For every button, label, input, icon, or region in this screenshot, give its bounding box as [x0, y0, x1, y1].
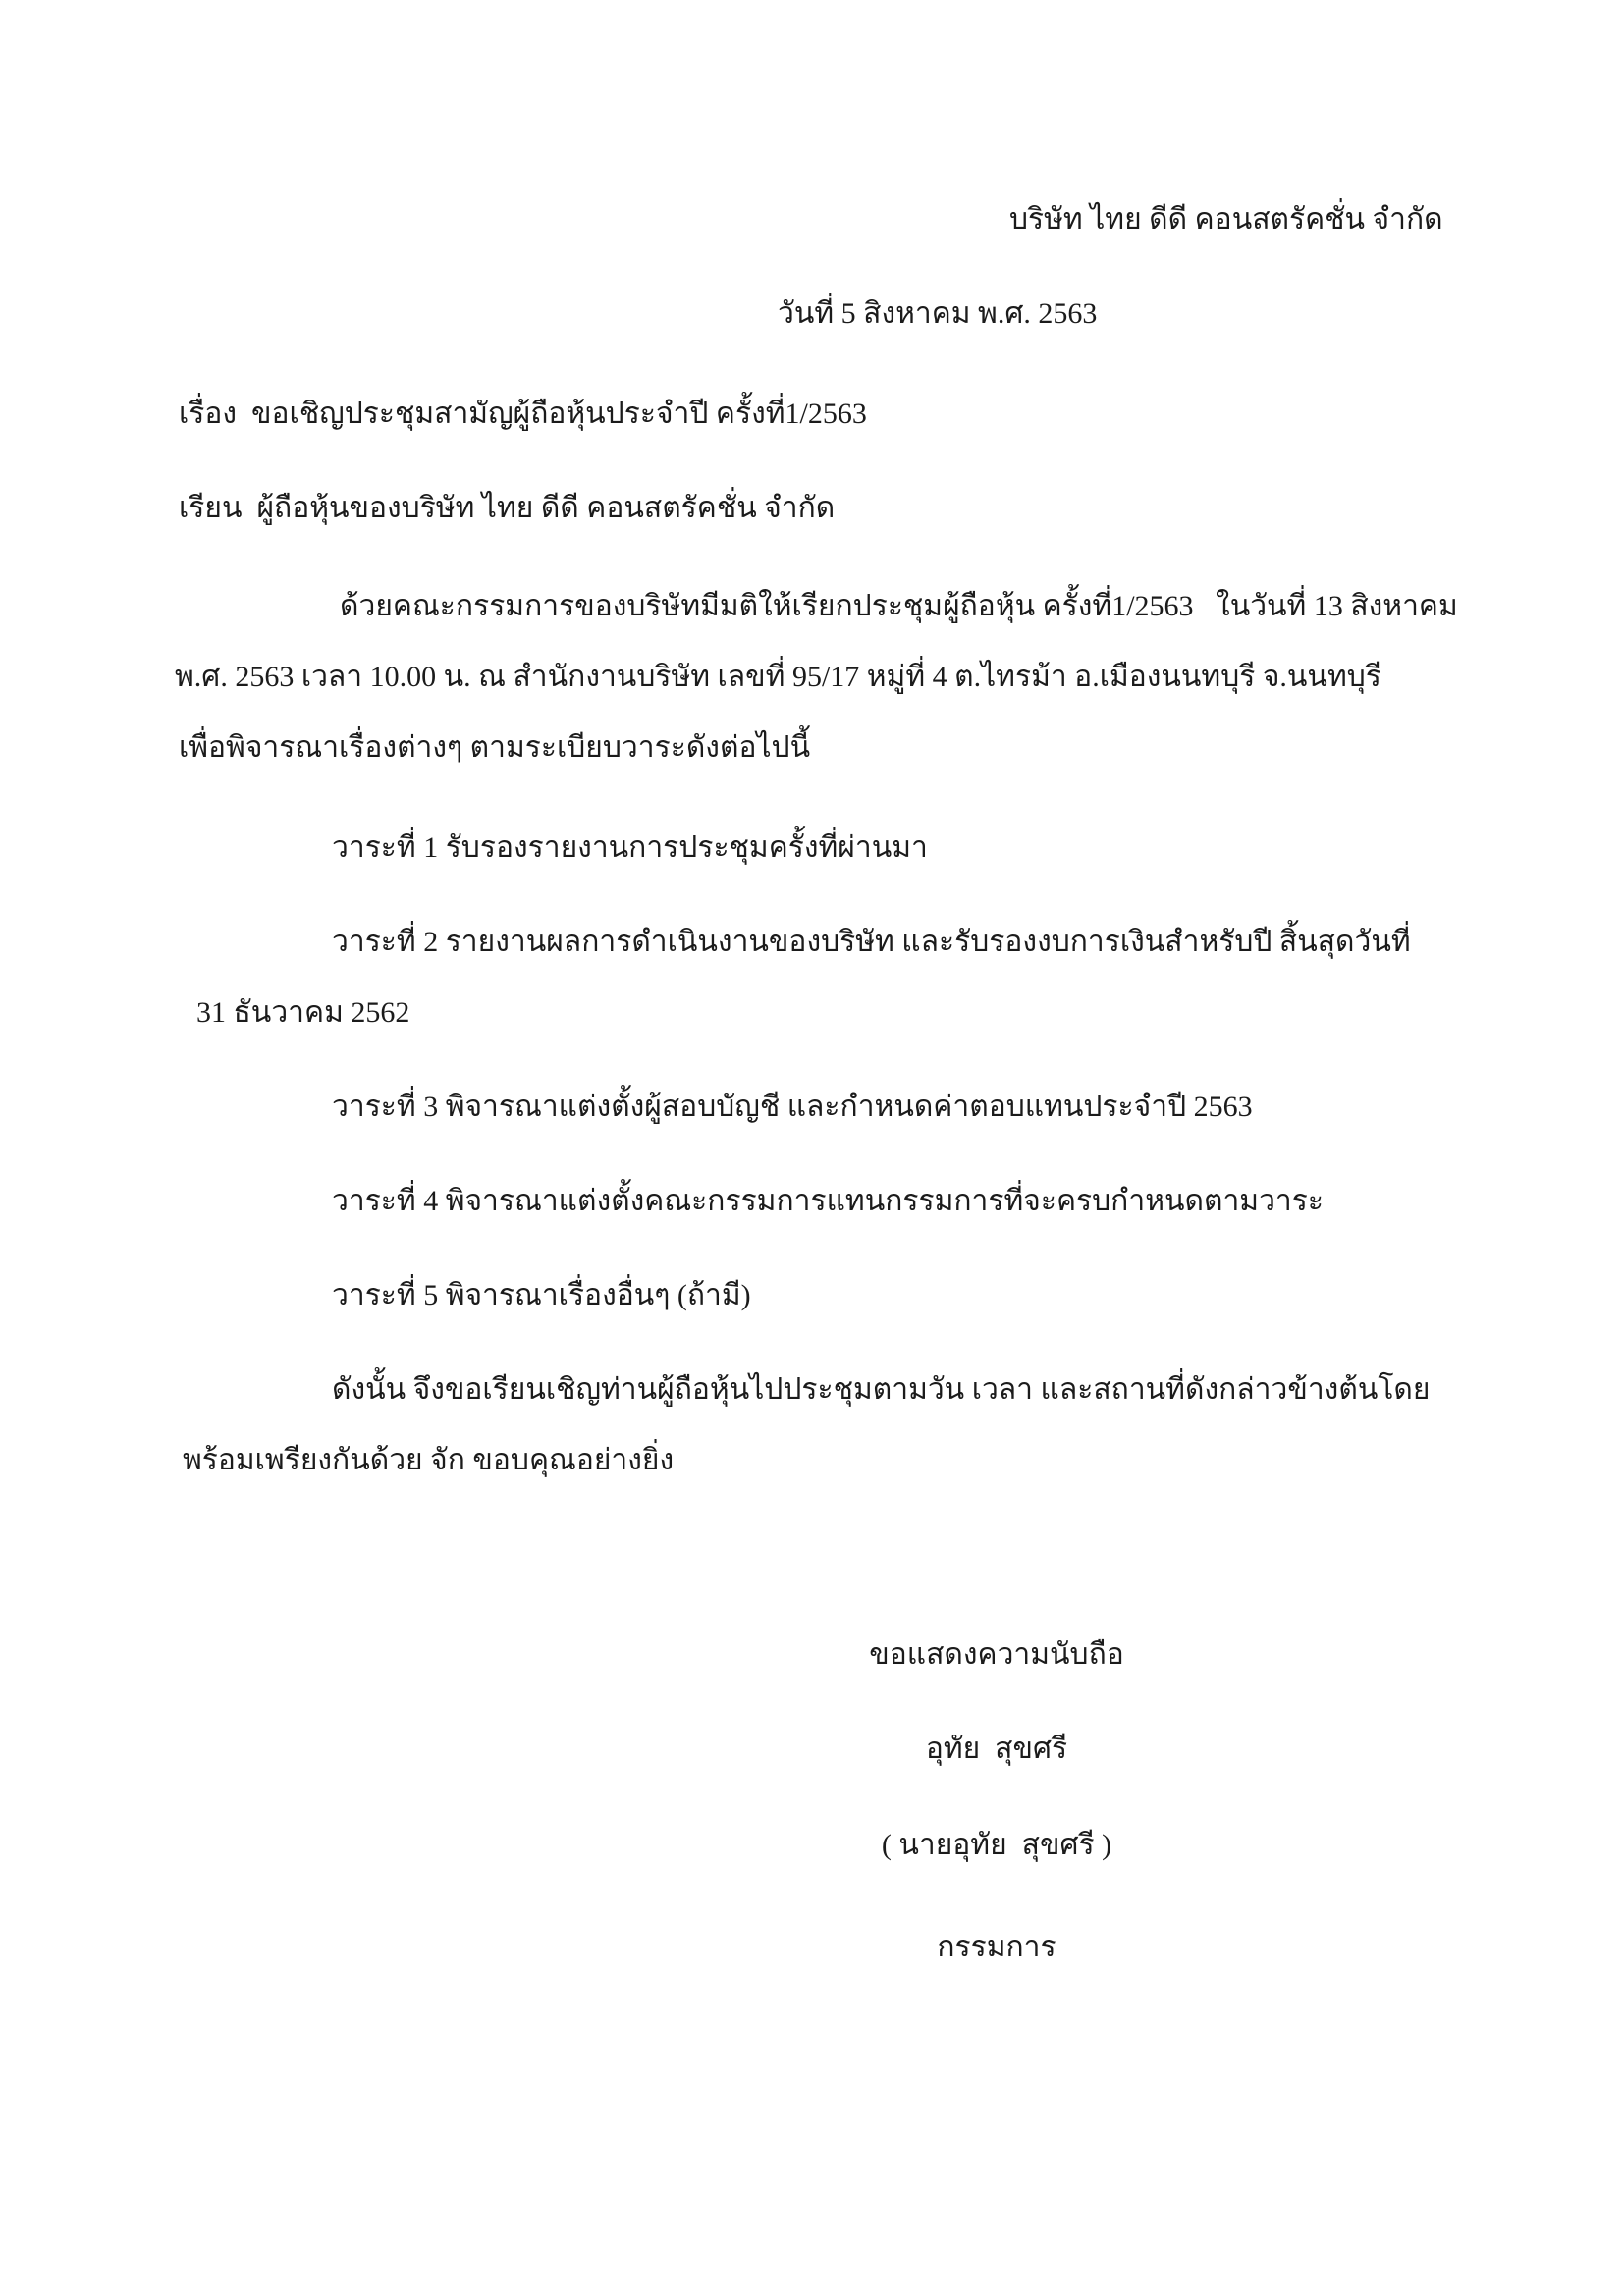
- agenda-item-2-line-1: วาระที่ 2 รายงานผลการดำเนินงานของบริษัท และรับรองงบการเงินสำหรับปี สิ้นสุดวันที่: [332, 926, 1411, 958]
- closing-paragraph-line-1: ดังนั้น จึงขอเรียนเชิญท่านผู้ถือหุ้นไปประชุมตามวัน เวลา และสถานที่ดังกล่าวข้างต้นโดย: [332, 1373, 1431, 1406]
- agenda-item-4: วาระที่ 4 พิจารณาแต่งตั้งคณะกรรมการแทนกรรมการที่จะครบกำหนดตามวาระ: [332, 1185, 1324, 1217]
- intro-paragraph-line-1: ด้วยคณะกรรมการของบริษัทมีมติให้เรียกประชุมผู้ถือหุ้น ครั้งที่1/2563 ในวันที่ 13 สิงหาคม: [340, 590, 1458, 622]
- agenda-item-5: วาระที่ 5 พิจารณาเรื่องอื่นๆ (ถ้ามี): [332, 1279, 751, 1311]
- signoff-position-title: กรรมการ: [937, 1931, 1056, 1963]
- closing-paragraph-line-2: พร้อมเพรียงกันด้วย จัก ขอบคุณอย่างยิ่ง: [183, 1444, 675, 1476]
- intro-paragraph-line-2: พ.ศ. 2563 เวลา 10.00 น. ณ สำนักงานบริษัท เลขที่ 95/17 หมู่ที่ 4 ต.ไทรม้า อ.เมืองนนทบุรี จ.นนทบุรี: [175, 661, 1381, 693]
- signoff-signature-name: อุทัย สุขศรี: [925, 1733, 1068, 1765]
- signoff-printed-name: ( นายอุทัย สุขศรี ): [881, 1829, 1112, 1861]
- company-name: บริษัท ไทย ดีดี คอนสตรัคชั่น จำกัด: [1009, 203, 1443, 236]
- agenda-item-3: วาระที่ 3 พิจารณาแต่งตั้งผู้สอบบัญชี และกำหนดค่าตอบแทนประจำปี 2563: [332, 1091, 1253, 1123]
- salutation-line: เรียน ผู้ถือหุ้นของบริษัท ไทย ดีดี คอนสตรัคชั่น จำกัด: [179, 492, 836, 524]
- intro-paragraph-line-3: เพื่อพิจารณาเรื่องต่างๆ ตามระเบียบวาระดังต่อไปนี้: [179, 731, 811, 764]
- letter-date: วันที่ 5 สิงหาคม พ.ศ. 2563: [778, 297, 1098, 330]
- subject-line: เรื่อง ขอเชิญประชุมสามัญผู้ถือหุ้นประจำปี ครั้งที่1/2563: [179, 398, 867, 430]
- signoff-respect-line: ขอแสดงความนับถือ: [869, 1638, 1124, 1671]
- agenda-item-1: วาระที่ 1 รับรองรายงานการประชุมครั้งที่ผ่านมา: [332, 831, 928, 864]
- agenda-item-2-line-2: 31 ธันวาคม 2562: [196, 996, 410, 1029]
